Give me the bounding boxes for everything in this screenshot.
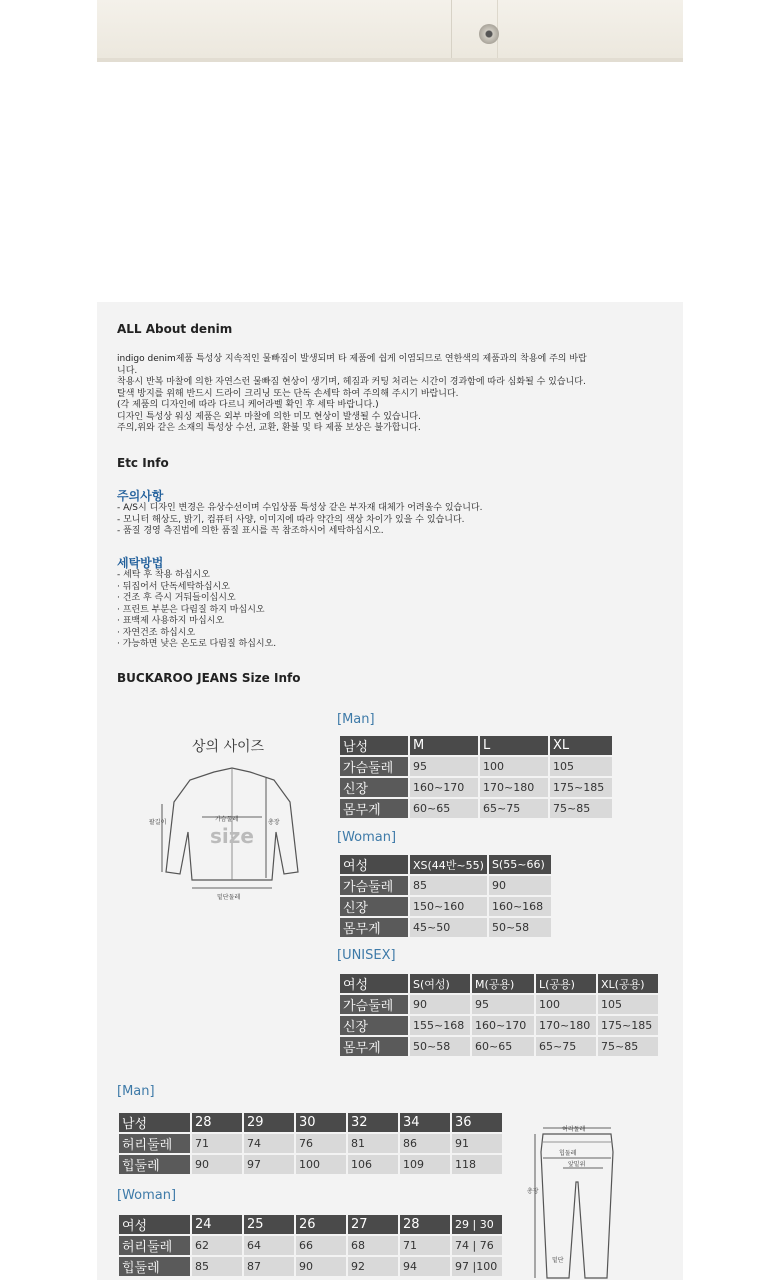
table-row bbox=[340, 757, 612, 776]
header-cell: 28 bbox=[400, 1215, 450, 1234]
length-label: 총장 bbox=[268, 819, 280, 826]
table-row bbox=[340, 897, 551, 916]
value-cell: 100 bbox=[536, 995, 596, 1014]
chest-label: 가슴둘레 bbox=[215, 816, 239, 823]
table-row bbox=[340, 974, 658, 993]
table-row bbox=[340, 1037, 658, 1056]
value-cell: 160~168 bbox=[489, 897, 551, 916]
value-cell: 65~75 bbox=[536, 1037, 596, 1056]
value-cell: 74 bbox=[244, 1134, 294, 1153]
value-cell: 62 bbox=[192, 1236, 242, 1255]
caution-line: - 모니터 해상도, 밝기, 컴퓨터 사양, 이미지에 따라 약간의 색상 차이가 있을 수 있습니다. bbox=[117, 514, 465, 525]
about-line: 탈색 방지를 위해 반드시 드라이 크리닝 또는 단독 손세탁 하여 주의해 주시기 바랍니다. bbox=[117, 388, 459, 399]
header-cell: XS(44반~55) bbox=[410, 855, 487, 874]
top-unisex-label: [UNISEX] bbox=[337, 948, 396, 963]
shirt-button bbox=[479, 24, 499, 44]
table-row bbox=[119, 1134, 502, 1153]
pants-hem-label: 밑단 bbox=[552, 1257, 564, 1264]
table-row bbox=[340, 855, 551, 874]
header-cell: 36 bbox=[452, 1113, 502, 1132]
row-label: 몸무게 bbox=[340, 799, 408, 818]
table-row bbox=[119, 1113, 502, 1132]
value-cell: 118 bbox=[452, 1155, 502, 1174]
header-cell: 24 bbox=[192, 1215, 242, 1234]
row-label: 가슴둘레 bbox=[340, 995, 408, 1014]
table-row bbox=[119, 1236, 502, 1255]
value-cell: 100 bbox=[296, 1155, 346, 1174]
header-cell: S(55~66) bbox=[489, 855, 551, 874]
wash-line: · 자연건조 하십시오 bbox=[117, 627, 196, 638]
row-label: 몸무게 bbox=[340, 918, 408, 937]
value-cell: 71 bbox=[192, 1134, 242, 1153]
about-line: 주의,위와 같은 소재의 특성상 수선, 교환, 환불 및 타 제품 보상은 불가합니다. bbox=[117, 423, 421, 433]
header-cell: 남성 bbox=[119, 1113, 190, 1132]
value-cell: 65~75 bbox=[480, 799, 548, 818]
value-cell: 86 bbox=[400, 1134, 450, 1153]
bottom-man-table bbox=[117, 1111, 504, 1176]
header-cell: M bbox=[410, 736, 478, 755]
value-cell: 74 | 76 bbox=[452, 1236, 502, 1255]
value-cell: 160~170 bbox=[472, 1016, 534, 1035]
table-row bbox=[340, 778, 612, 797]
top-woman-table bbox=[338, 853, 553, 939]
wash-line: · 건조 후 즉시 거둬들이십시오 bbox=[117, 593, 236, 603]
value-cell: 90 bbox=[489, 876, 551, 895]
value-cell: 85 bbox=[192, 1257, 242, 1276]
value-cell: 75~85 bbox=[598, 1037, 658, 1056]
value-cell: 87 bbox=[244, 1257, 294, 1276]
value-cell: 109 bbox=[400, 1155, 450, 1174]
sleeve-label: 팔길이 bbox=[149, 819, 167, 826]
hem-label: 밑단둘레 bbox=[217, 894, 241, 901]
wash-title: 세탁방법 bbox=[117, 556, 164, 570]
bottom-man-label: [Man] bbox=[117, 1084, 155, 1099]
hip-label: 힙둘레 bbox=[559, 1150, 577, 1157]
row-label: 허리둘레 bbox=[119, 1134, 190, 1153]
value-cell: 150~160 bbox=[410, 897, 487, 916]
value-cell: 100 bbox=[480, 757, 548, 776]
table-row bbox=[119, 1257, 502, 1276]
about-line: (각 제품의 디자인에 따라 다르니 케어라벨 확인 후 세탁 바랍니다.) bbox=[117, 400, 379, 410]
wash-line: · 뒤집어서 단독세탁하십시오 bbox=[117, 581, 230, 592]
header-cell: 29 | 30 bbox=[452, 1215, 502, 1234]
table-row bbox=[340, 918, 551, 937]
row-label: 신장 bbox=[340, 778, 408, 797]
shirt-fabric bbox=[97, 0, 683, 58]
header-cell: 25 bbox=[244, 1215, 294, 1234]
value-cell: 105 bbox=[598, 995, 658, 1014]
pants-length-label: 총장 bbox=[527, 1188, 539, 1195]
header-cell: 30 bbox=[296, 1113, 346, 1132]
header-cell: XL(공용) bbox=[598, 974, 658, 993]
value-cell: 160~170 bbox=[410, 778, 478, 797]
value-cell: 170~180 bbox=[480, 778, 548, 797]
header-cell: L bbox=[480, 736, 548, 755]
about-line: 니다. bbox=[117, 365, 138, 376]
table-row bbox=[119, 1155, 502, 1174]
top-unisex-table bbox=[338, 972, 660, 1058]
row-label: 몸무게 bbox=[340, 1037, 408, 1056]
wash-line: · 프린트 부분은 다림질 하지 마십시오 bbox=[117, 604, 265, 615]
header-cell: 여성 bbox=[340, 855, 408, 874]
info-panel bbox=[97, 302, 683, 1280]
value-cell: 92 bbox=[348, 1257, 398, 1276]
placket-seam bbox=[451, 0, 452, 58]
value-cell: 106 bbox=[348, 1155, 398, 1174]
value-cell: 76 bbox=[296, 1134, 346, 1153]
caution-line: - 품질 경영 측진법에 의한 품질 표시를 꼭 참조하시어 세탁하십시오. bbox=[117, 526, 384, 536]
header-cell: S(여성) bbox=[410, 974, 470, 993]
waist-label: 허리둘레 bbox=[562, 1126, 586, 1133]
header-cell: 여성 bbox=[340, 974, 408, 993]
row-label: 신장 bbox=[340, 897, 408, 916]
header-cell: M(공용) bbox=[472, 974, 534, 993]
wash-line: - 세탁 후 착용 하십시오 bbox=[117, 570, 210, 580]
table-row bbox=[340, 1016, 658, 1035]
value-cell: 170~180 bbox=[536, 1016, 596, 1035]
etc-title: Etc Info bbox=[117, 456, 169, 470]
value-cell: 97 bbox=[244, 1155, 294, 1174]
about-title: ALL About denim bbox=[117, 322, 233, 336]
table-row bbox=[340, 799, 612, 818]
wash-line: · 가능하면 낮은 온도로 다림질 하십시오. bbox=[117, 639, 277, 649]
value-cell: 175~185 bbox=[550, 778, 612, 797]
header-cell: XL bbox=[550, 736, 612, 755]
row-label: 가슴둘레 bbox=[340, 757, 408, 776]
header-cell: 26 bbox=[296, 1215, 346, 1234]
header-cell: 27 bbox=[348, 1215, 398, 1234]
row-label: 가슴둘레 bbox=[340, 876, 408, 895]
header-cell: 여성 bbox=[119, 1215, 190, 1234]
pants-diagram bbox=[527, 1122, 627, 1280]
value-cell: 60~65 bbox=[472, 1037, 534, 1056]
table-row bbox=[340, 876, 551, 895]
row-label: 힙둘레 bbox=[119, 1155, 190, 1174]
caution-text bbox=[117, 503, 482, 538]
value-cell: 71 bbox=[400, 1236, 450, 1255]
row-label: 허리둘레 bbox=[119, 1236, 190, 1255]
value-cell: 45~50 bbox=[410, 918, 487, 937]
value-cell: 95 bbox=[410, 757, 478, 776]
value-cell: 85 bbox=[410, 876, 487, 895]
row-label: 힙둘레 bbox=[119, 1257, 190, 1276]
row-label: 신장 bbox=[340, 1016, 408, 1035]
table-row bbox=[119, 1215, 502, 1234]
about-line: 착용시 반복 마찰에 의한 자연스런 물빠짐 현상이 생기며, 헤짐과 커팅 처리는 시간이 경과함에 따라 심화될 수 있습니다. bbox=[117, 377, 586, 387]
value-cell: 66 bbox=[296, 1236, 346, 1255]
top-man-table bbox=[338, 734, 614, 820]
value-cell: 68 bbox=[348, 1236, 398, 1255]
header-cell: 29 bbox=[244, 1113, 294, 1132]
top-woman-label: [Woman] bbox=[337, 830, 397, 845]
value-cell: 175~185 bbox=[598, 1016, 658, 1035]
value-cell: 97 |100 bbox=[452, 1257, 502, 1276]
header-cell: 32 bbox=[348, 1113, 398, 1132]
top-man-label: [Man] bbox=[337, 712, 375, 727]
bottom-woman-table bbox=[117, 1213, 504, 1278]
bottom-woman-label: [Woman] bbox=[117, 1188, 177, 1203]
wash-line: · 표백제 사용하지 마십시오 bbox=[117, 616, 225, 626]
value-cell: 60~65 bbox=[410, 799, 478, 818]
shirt-hem bbox=[97, 58, 683, 62]
header-cell: 34 bbox=[400, 1113, 450, 1132]
value-cell: 75~85 bbox=[550, 799, 612, 818]
about-line: 디자인 특성상 워싱 제품은 외부 마찰에 의한 미모 현상이 발생될 수 있습니다. bbox=[117, 411, 421, 422]
product-photo bbox=[97, 0, 683, 62]
rise-label: 앞밑위 bbox=[568, 1161, 586, 1168]
value-cell: 81 bbox=[348, 1134, 398, 1153]
caution-line: - A/S시 디자인 변경은 유상수선이며 수입상품 특성상 같은 부자재 대체가 어려울수 있습니다. bbox=[117, 503, 483, 513]
caution-title: 주의사항 bbox=[117, 489, 164, 503]
about-text bbox=[117, 354, 587, 435]
value-cell: 50~58 bbox=[489, 918, 551, 937]
header-cell: 남성 bbox=[340, 736, 408, 755]
header-cell: L(공용) bbox=[536, 974, 596, 993]
value-cell: 90 bbox=[296, 1257, 346, 1276]
table-row bbox=[340, 995, 658, 1014]
value-cell: 64 bbox=[244, 1236, 294, 1255]
size-info-title: BUCKAROO JEANS Size Info bbox=[117, 671, 301, 685]
table-row bbox=[340, 736, 612, 755]
header-cell: 28 bbox=[192, 1113, 242, 1132]
value-cell: 94 bbox=[400, 1257, 450, 1276]
value-cell: 50~58 bbox=[410, 1037, 470, 1056]
value-cell: 95 bbox=[472, 995, 534, 1014]
value-cell: 91 bbox=[452, 1134, 502, 1153]
value-cell: 155~168 bbox=[410, 1016, 470, 1035]
wash-text bbox=[117, 570, 276, 651]
value-cell: 90 bbox=[192, 1155, 242, 1174]
top-diagram-title: 상의 사이즈 bbox=[192, 739, 265, 755]
about-line: indigo denim제품 특성상 지속적인 물빠짐이 발생되며 타 제품에 쉽게 이염되므로 연한색의 제품과의 착용에 주의 바랍 bbox=[117, 354, 587, 364]
value-cell: 90 bbox=[410, 995, 470, 1014]
size-watermark: size bbox=[210, 824, 254, 848]
value-cell: 105 bbox=[550, 757, 612, 776]
